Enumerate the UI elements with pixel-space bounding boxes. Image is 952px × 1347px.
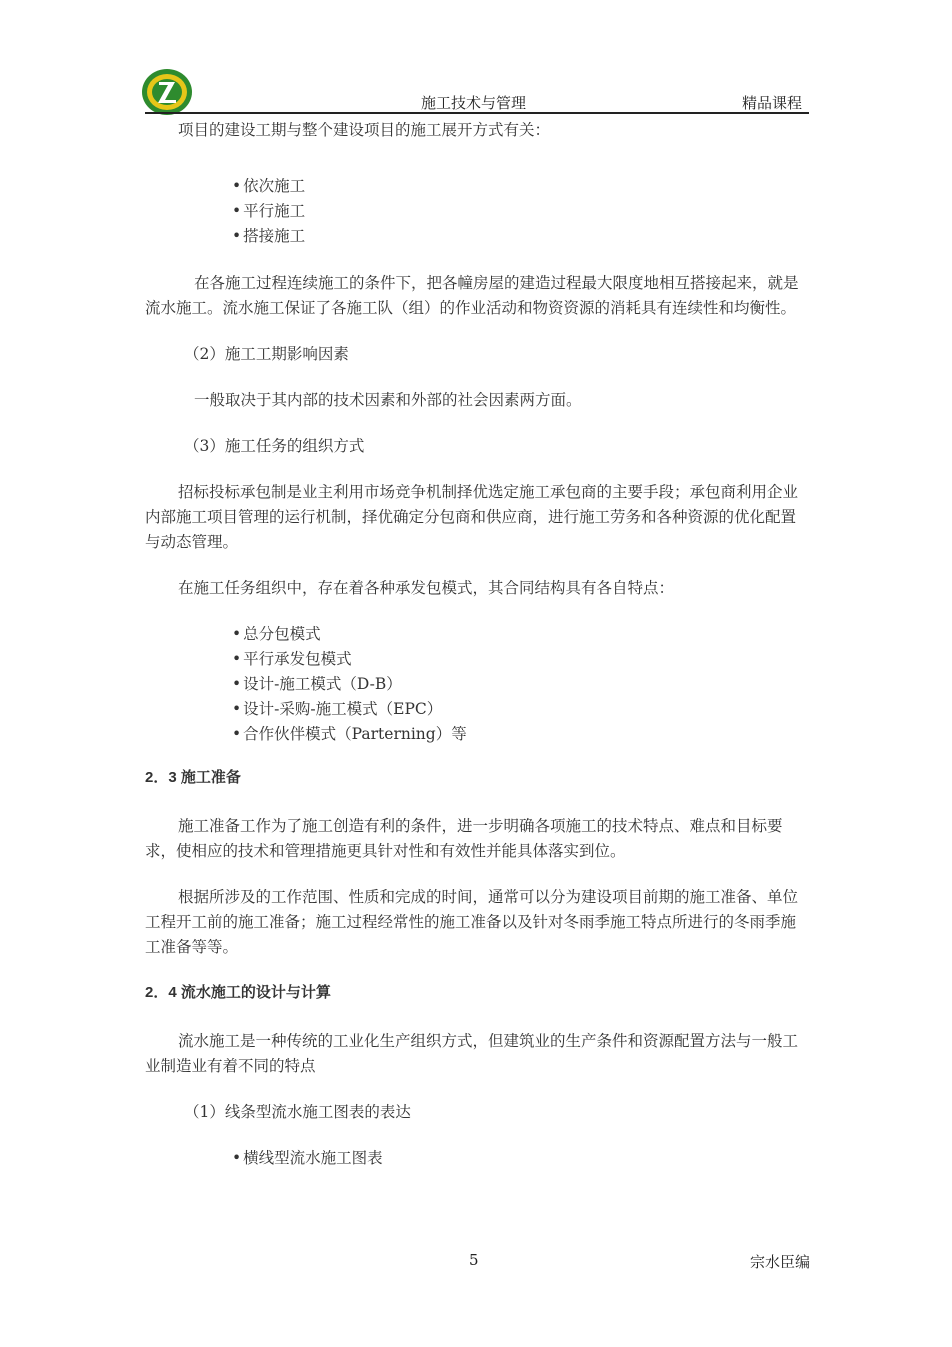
page-number: 5 xyxy=(469,1251,479,1269)
header-course-type: 精品课程 xyxy=(742,94,803,112)
paragraph-bidding: 招标投标承包制是业主利用市场竞争机制择优选定施工承包商的主要手段；承包商利用企业内部施工项目管理的运行机制，择优确定分包商和供应商，进行施工劳务和各种资源的优化配置与动态管理。 xyxy=(145,483,799,551)
paragraph-flow-design: 流水施工是一种传统的工业化生产组织方式，但建筑业的生产条件和资源配置方法与一般工业制造业有着不同的特点 xyxy=(145,1032,799,1075)
list-item: • 平行施工 xyxy=(232,199,809,224)
list-item: • 依次施工 xyxy=(232,174,809,199)
item-heading-1: （1）线条型流水施工图表的表达 xyxy=(184,1103,411,1121)
header-title: 施工技术与管理 xyxy=(421,94,527,112)
list-item: • 平行承发包模式 xyxy=(232,647,809,672)
header-divider xyxy=(145,112,809,114)
list-item: • 搭接施工 xyxy=(232,224,809,249)
list-item: • 总分包模式 xyxy=(232,622,809,647)
paragraph-preparation-scope: 根据所涉及的工作范围、性质和完成的时间，通常可以分为建设项目前期的施工准备、单位工程开工前的施工准备；施工过程经常性的施工准备以及针对冬雨季施工特点所进行的冬雨季施工准备等等。 xyxy=(145,888,799,956)
item-heading-3: （3）施工任务的组织方式 xyxy=(184,437,365,455)
list-item: • 横线型流水施工图表 xyxy=(232,1146,809,1171)
contract-mode-list xyxy=(145,622,809,747)
chart-type-list xyxy=(145,1146,809,1171)
item-heading-2: （2）施工工期影响因素 xyxy=(184,345,349,363)
course-logo xyxy=(141,68,193,116)
construction-mode-list xyxy=(145,174,809,249)
paragraph-flow-construction: 在各施工过程连续施工的条件下，把各幢房屋的建造过程最大限度地相互搭接起来，就是流水施工。流水施工保证了各施工队（组）的作业活动和物资资源的消耗具有连续性和均衡性。 xyxy=(145,274,799,317)
list-item: • 设计-施工模式（D-B） xyxy=(232,672,809,697)
footer-author: 宗水臣编 xyxy=(750,1253,811,1271)
paragraph-factors: 一般取决于其内部的技术因素和外部的社会因素两方面。 xyxy=(194,391,582,409)
section-heading-2-4: 2．4 流水施工的设计与计算 xyxy=(145,984,331,1001)
list-item: • 设计-采购-施工模式（EPC） xyxy=(232,697,809,722)
paragraph-contract-modes: 在施工任务组织中，存在着各种承发包模式，其合同结构具有各自特点： xyxy=(178,579,675,597)
document-body xyxy=(145,118,809,1171)
list-item: • 合作伙伴模式（Parterning）等 xyxy=(232,722,809,747)
section-heading-2-3: 2．3 施工准备 xyxy=(145,769,241,786)
paragraph-preparation: 施工准备工作为了施工创造有利的条件，进一步明确各项施工的技术特点、难点和目标要求，使相应的技术和管理措施更具针对性和有效性并能具体落实到位。 xyxy=(145,817,783,860)
paragraph-schedule-intro: 项目的建设工期与整个建设项目的施工展开方式有关： xyxy=(178,121,551,139)
